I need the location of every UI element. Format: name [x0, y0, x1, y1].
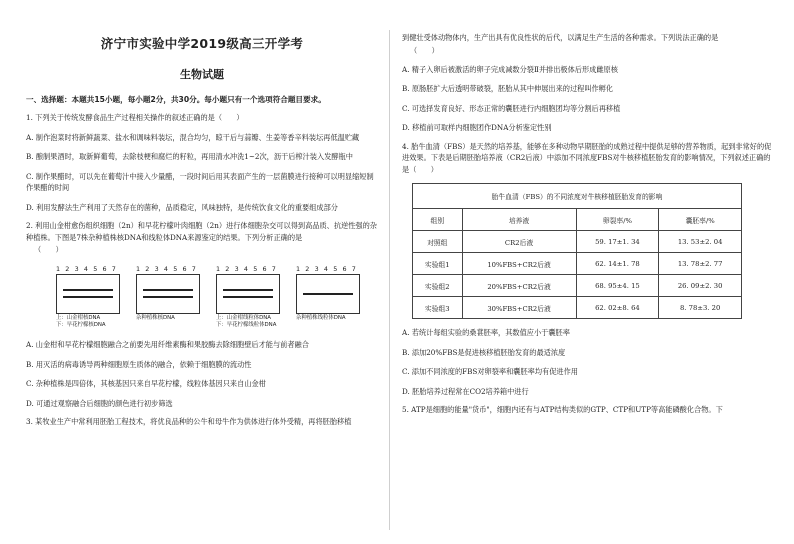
question-3-stem: 3. 某牧业生产中常利用胚胎工程技术，将优良品种的公牛和母牛作为供体进行体外受精，再将胚胎移植 — [26, 417, 352, 426]
fbs-results-table — [412, 183, 742, 319]
gel-2-box — [136, 274, 200, 314]
gel-2-band-upper — [143, 289, 193, 291]
question-2-option-a: A. 山金柑和早花柠檬细胞融合之前要先用纤维素酶和果胶酶去除细胞壁后才能与前者融合 — [26, 340, 309, 349]
question-1-option-c: C. 制作果醋时，可以先在葡萄汁中接入少量醋，一段时间后用其表面产生的一层菌膜进行接种可以明显缩短制作果醋的时间 — [26, 171, 374, 192]
table-cell: 20%FBS+CR2后液 — [462, 275, 576, 297]
table-cell: 实验组2 — [413, 275, 463, 297]
question-3-answer-blank: （ ） — [410, 45, 439, 55]
section-heading: 一、选择题：本题共15小题，每小题2分，共30分。每小题只有一个选项符合题目要求。 — [26, 95, 326, 104]
table-caption: 胎牛血清（FBS）的不同浓度对牛核移植胚胎发育的影响 — [413, 184, 742, 209]
question-4-stem: 4. 胎牛血清（FBS）是天然的培养基，能够在多种动物早期胚胎的成熟过程中提供足够的营养物质，起到非常好的促进效果。下表是后期胚胎培养液（CR2后液）中添加不同浓度FBS对牛核移植胚胎发育的影响情况，下列叙述正确的是（ ） — [402, 141, 772, 174]
question-1-option-d: D. 利用发酵法生产利用了天然存在的菌种，品质稳定，风味独特，是传统饮食文化的重要组成部分 — [26, 202, 338, 212]
gel-4-caption: 杂种植株线粒体DNA — [296, 315, 346, 321]
table-header-row — [413, 209, 742, 231]
gel-1-caption-lower: 下：早花柠檬核DNA — [56, 322, 106, 329]
table-caption-row — [413, 184, 742, 209]
question-5-stem: 5. ATP是细胞的能量"货币"，细胞内还有与ATP结构类似的GTP、CTP和UTP等高能磷酸化合物。下 — [402, 405, 723, 414]
dna-gel-figure — [26, 265, 378, 331]
question-2-option-c: C. 杂种植株是四倍体，其核基因只来自早花柠檬，线粒体基因只来自山金柑 — [26, 379, 266, 388]
table-cell: 实验组3 — [413, 297, 463, 319]
question-1-option-a: A. 制作泡菜时将新鲜蔬菜、盐水和调味料装坛，混合均匀，晾干后与蒜瓣、生姜等香辛料装坛再低温贮藏 — [26, 132, 360, 142]
table-row — [413, 275, 742, 297]
table-cell: 8. 78±3. 20 — [659, 297, 742, 319]
gel-3-caption-upper: 上：山金柑线粒体DNA — [216, 315, 271, 321]
table-cell: 62. 02±8. 64 — [576, 297, 659, 319]
question-4-option-c: C. 添加不同浓度的FBS对卵裂率和囊胚率均有促进作用 — [402, 367, 578, 376]
question-3-option-b: B. 原肠胚扩大后透明带破裂，胚胎从其中伸展出来的过程叫作孵化 — [402, 84, 614, 93]
gel-3-caption-lower: 下：早花柠檬线粒体DNA — [216, 322, 277, 329]
table-cell: CR2后液 — [462, 231, 576, 253]
table-cell: 10%FBS+CR2后液 — [462, 253, 576, 275]
question-3-option-a: A. 精子入卵后被激活的卵子完成减数分裂Ⅱ并排出极体后形成雌原核 — [402, 64, 618, 74]
table-cell: 59. 17±1. 34 — [576, 231, 659, 253]
gel-1-box — [56, 274, 120, 314]
question-2-stem: 2. 利用山金柑愈伤组织细胞（2n）和早花柠檬叶肉细胞（2n）进行体细胞杂交可以得到高品质、抗逆性强的杂种植株。下图是7株杂种植株核DNA和线粒体DNA来源鉴定的结果。下列分析正确的是 — [26, 221, 377, 242]
question-3-continuation: 到健壮受体动物体内，生产出具有优良性状的后代，以满足生产生活的各种需求。下列说法正确的是 — [402, 33, 719, 42]
gel-3-lane-numbers: 1 2 3 4 5 6 7 — [216, 265, 278, 273]
question-4-option-b: B. 添加20%FBS是促进核移植胚胎发育的最适浓度 — [402, 347, 566, 357]
gel-2-lane-numbers: 1 2 3 4 5 6 7 — [136, 265, 198, 273]
gel-1 — [56, 265, 120, 329]
question-4-option-a: A. 若统计每组实验的桑葚胚率，其数值应小于囊胚率 — [402, 328, 570, 337]
question-2-option-d: D. 可通过观察融合后细胞的颜色进行初步筛选 — [26, 398, 173, 408]
table-cell: 实验组1 — [413, 253, 463, 275]
table-cell: 13. 78±2. 77 — [659, 253, 742, 275]
table-cell: 62. 14±1. 78 — [576, 253, 659, 275]
table-cell: 13. 53±2. 04 — [659, 231, 742, 253]
gel-4-band — [303, 293, 353, 295]
page-title: 济宁市实验中学2019级高三开学考 — [100, 36, 304, 51]
table-cell: 30%FBS+CR2后液 — [462, 297, 576, 319]
gel-2 — [136, 265, 200, 321]
gel-4-box — [296, 274, 360, 314]
table-row — [413, 253, 742, 275]
column-divider — [389, 30, 390, 530]
table-header-cell: 囊胚率/% — [659, 209, 742, 231]
gel-3 — [216, 265, 280, 329]
table-row — [413, 297, 742, 319]
table-row — [413, 231, 742, 253]
gel-3-box — [216, 274, 280, 314]
question-2-answer-blank: （ ） — [34, 245, 63, 254]
table-cell: 26. 09±2. 30 — [659, 275, 742, 297]
right-column — [402, 32, 772, 416]
left-column — [26, 32, 378, 428]
question-1-option-b: B. 酿制果酒时，取新鲜葡萄，去除枝梗和腐烂的籽粒，再用清水冲洗1~2次，沥干后榨汁装入发酵瓶中 — [26, 152, 353, 161]
table-header-cell: 培养液 — [462, 209, 576, 231]
question-1-stem: 1. 下列关于传统发酵食品生产过程相关操作的叙述正确的是（ ） — [26, 113, 244, 122]
gel-1-band-lower — [63, 296, 113, 298]
table-header-cell: 组别 — [413, 209, 463, 231]
question-2-option-b: B. 用灭活的病毒诱导两种细胞原生质体的融合，依赖于细胞膜的流动性 — [26, 359, 252, 369]
gel-4 — [296, 265, 360, 321]
question-3-option-c: C. 可选择发育良好、形态正常的囊胚进行内细胞团均等分割后再移植 — [402, 103, 621, 113]
gel-1-caption-upper: 上：山金柑核DNA — [56, 315, 101, 321]
table-header-cell: 卵裂率/% — [576, 209, 659, 231]
gel-2-band-lower — [143, 296, 193, 298]
table-cell: 对照组 — [413, 231, 463, 253]
gel-3-band-upper — [223, 289, 273, 291]
subject-title: 生物试题 — [180, 68, 224, 81]
gel-2-caption: 杂种植株核DNA — [136, 315, 175, 321]
gel-4-lane-numbers: 1 2 3 4 5 6 7 — [296, 265, 358, 273]
gel-1-band-upper — [63, 289, 113, 291]
table-cell: 68. 95±4. 15 — [576, 275, 659, 297]
gel-3-band-lower — [223, 296, 273, 298]
gel-1-lane-numbers: 1 2 3 4 5 6 7 — [56, 265, 118, 273]
question-4-option-d: D. 胚胎培养过程常在CO2培养箱中进行 — [402, 386, 529, 396]
question-3-option-d: D. 移植前可取样内细胞团作DNA分析鉴定性别 — [402, 123, 552, 132]
